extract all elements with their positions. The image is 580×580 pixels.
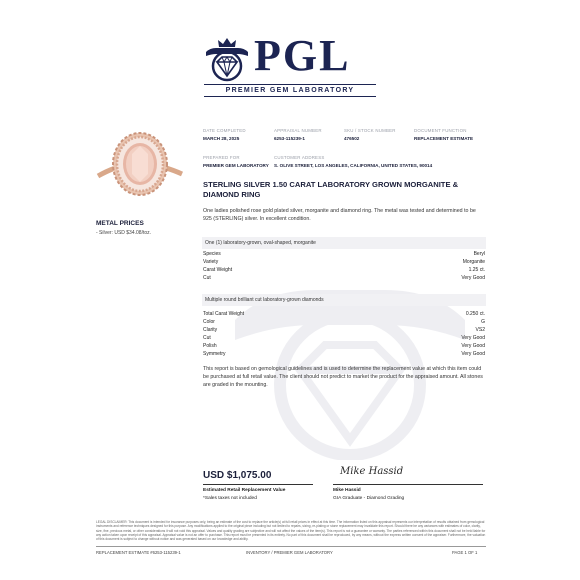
replacement-value: USD $1,075.00 [203, 470, 272, 481]
date-completed-label: DATE COMPLETED [203, 128, 246, 133]
footer-left: REPLACEMENT ESTIMATE #6253-115239-1 [96, 550, 181, 555]
crown-diamond-crest-icon [202, 36, 252, 82]
date-completed-value: MARCH 28, 2025 [203, 136, 240, 141]
morganite-row: Carat Weight 1.25 ct. [203, 267, 485, 273]
diamond-row: Total Carat Weight 0.250 ct. [203, 311, 485, 317]
metal-prices-title: METAL PRICES [96, 220, 144, 227]
item-description: One ladies polished rose gold plated silver, morganite and diamond ring. The metal was tested and determined to be 925 (STERLING) silver. In excellent condition. [203, 208, 476, 222]
prepared-for-label: PREPARED FOR [203, 155, 240, 160]
diamonds-header: Multiple round brilliant cut laboratory-grown diamonds [202, 294, 486, 306]
diamond-row: Color G [203, 319, 485, 325]
document-function-value: REPLACEMENT ESTIMATE [414, 136, 474, 141]
diamond-row: Polish Very Good [203, 343, 485, 349]
silver-price: - Silver: USD $34.08/toz. [96, 230, 152, 236]
morganite-row: Species Beryl [203, 251, 485, 257]
report-note: This report is based on gemological guidelines and is used to determine the replacement value at which this item could be purchased at full retail value. The client should not predict to market the product for the appraised amount. All stones are graded in the mounting. [203, 366, 483, 389]
ring-photo [96, 122, 184, 210]
appraiser-signature: Mike Hassid [340, 466, 404, 477]
price-label: Estimated Retail Replacement Value [203, 488, 286, 493]
legal-disclaimer: LEGAL DISCLAIMER: This document is intended for insurance purposes only, being an estimate of the cost to replace the article(s) at full retail prices in effect at this time. The information listed on this appraisal represents our interpretation of results obtained from gemological instruments and reference techniques designed for this purpose. Any modifications applied to the original piece including but not limited to repairs, sizing, re-plating or stone replacement may invalidate this report. Should there be any variances with estimates of color, clarity, size, fine, precious metal, or other considerations it will not void this appraisal. Values and quality grading are subjective and will not affect the values of the item(s). This report is not a guarantee or warranty. The parties referenced within this document shall not be held liable for any action taken upon receipt of this appraisal. Appraisal value is not an offer to purchase. This report must be presented in its entirety. No part of this document shall be reproduced, by any means, without the express written consent of the appraiser. Furthermore, the valuation of this document is subject to change without notice and was generated based on our knowledge and ability. [96, 520, 486, 542]
item-title: STERLING SILVER 1.50 CARAT LABORATORY GROWN MORGANITE & DIAMOND RING [203, 180, 459, 199]
morganite-row: Variety Morganite [203, 259, 485, 265]
diamond-row: Cut Very Good [203, 335, 485, 341]
price-divider [203, 484, 313, 485]
document-function-label: DOCUMENT FUNCTION [414, 128, 467, 133]
appraisal-number-value: 6253-115239-1 [274, 136, 305, 141]
logo-text: PGL [254, 31, 351, 80]
logo-subtitle: PREMIER GEM LABORATORY [204, 84, 376, 97]
footer-center: INVENTORY / PREMIER GEM LABORATORY [246, 550, 333, 555]
customer-address-value: S. OLIVE STREET, LOS ANGELES, CALIFORNIA, UNITED STATES, 90014 [274, 163, 433, 168]
diamond-row: Symmetry Very Good [203, 351, 485, 357]
prepared-for-value: PREMIER GEM LABORATORY [203, 163, 269, 168]
morganite-row: Cut Very Good [203, 275, 485, 281]
footer-right: PAGE 1 OF 1 [452, 550, 478, 555]
sku-label: SKU / STOCK NUMBER [344, 128, 396, 133]
tax-note: *Sales taxes not included [203, 496, 257, 501]
footer-divider [96, 546, 486, 547]
appraiser-name: Mike Hassid [333, 488, 361, 493]
sku-value: 476502 [344, 136, 360, 141]
diamond-row: Clarity VS2 [203, 327, 485, 333]
appraiser-credential: GIA Graduate - Diamond Grading [333, 496, 405, 501]
signature-divider [333, 484, 483, 485]
pgl-logo [200, 31, 380, 100]
customer-address-label: CUSTOMER ADDRESS [274, 155, 325, 160]
appraisal-number-label: APPRAISAL NUMBER [274, 128, 322, 133]
morganite-header: One (1) laboratory-grown, oval-shaped, morganite [202, 237, 486, 249]
